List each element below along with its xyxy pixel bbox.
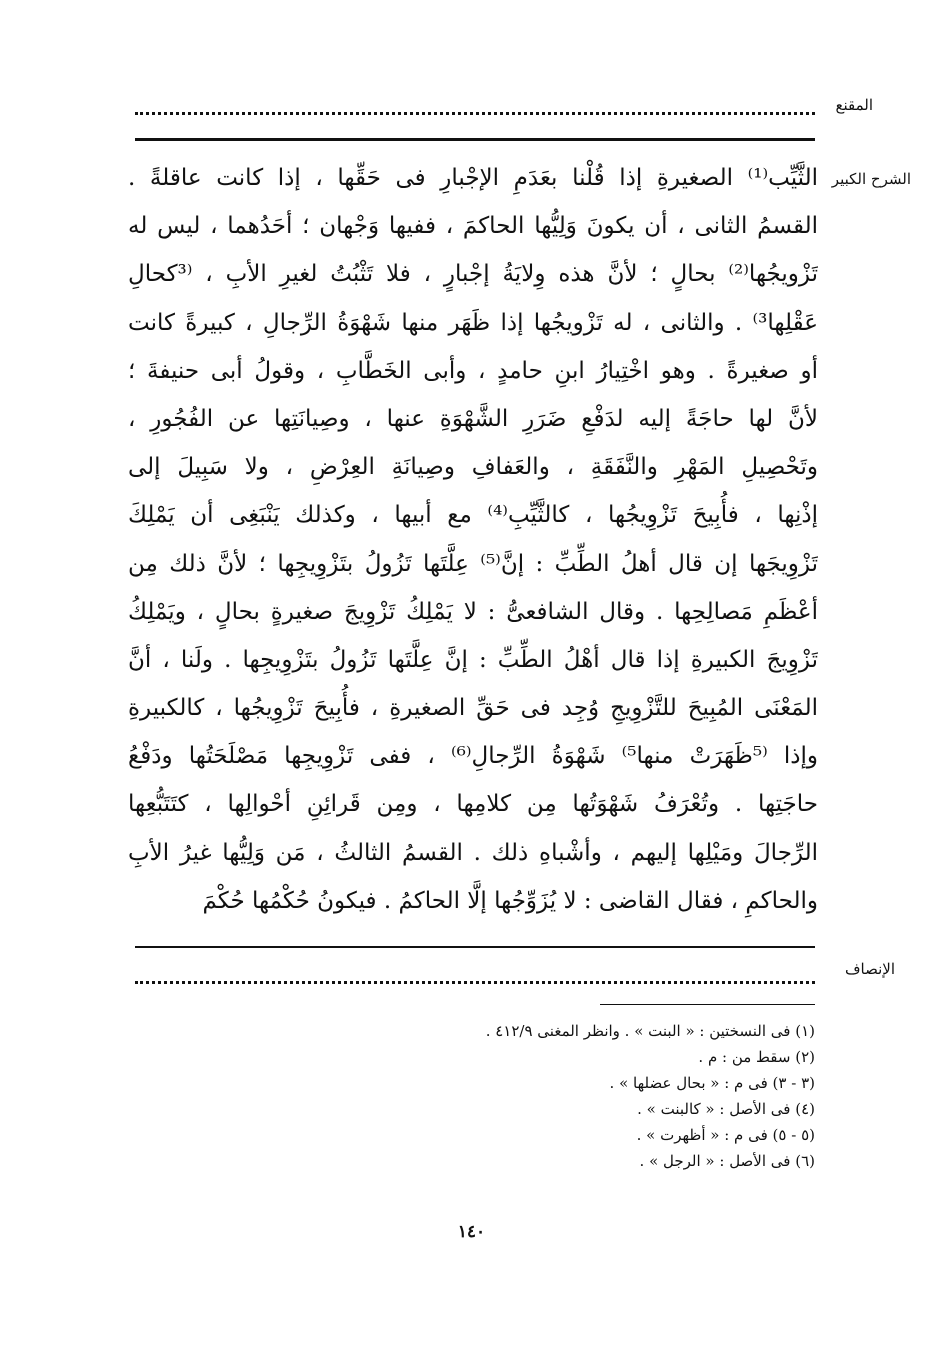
footnote-rule [600,1004,815,1005]
text-line: حاجَتِها . وتُعْرَفُ شَهْوَتُها مِن كلامِها ، ومِن قَرائِنِ أحْوالِها ، كتَتَبُّعِها [128,791,818,818]
text-line: إذْنِها ، فأُبِيحَ تَزْوِيجُها ، كالثَّيِّبِ⁽⁴⁾ مع أبيها ، وكذلك يَنْبَغِى أن يَمْلِكَ [128,502,818,529]
footnote: (٤) فى الأصل : « كالبنت » . [637,1100,815,1118]
text-line: لأنَّ لها حاجَةً إليه لدَفْعِ ضَرَرِ الشَّهْوَةِ عنها ، وصِيانَتِها عن الفُجُورِ ، [128,405,818,432]
footnote: (٦) فى الأصل : « الرجل » . [639,1152,815,1170]
insaf-header-label: الإنصاف [844,960,895,978]
muqni-dotted-line [135,112,815,115]
text-line: عَقْلِها³⁾ . والثانى ، له تَزْويجُها إذا ظَهَر منها شَهْوَةُ الرِّجالِ ، كبيرةً كانت [128,309,818,336]
text-line: تَزْويجُها⁽²⁾ بحالٍ ؛ لأنَّ هذه وِلايَةُ إجْبارٍ ، فلا تَثْبُتُ لغيرِ الأبِ ، ⁽³كحالِ [128,261,818,288]
text-line: القسمُ الثانى ، أن يكونَ وَلِيُّها الحاكمَ ، ففيها وَجْهان ؛ أحَدُهما ، ليس له [128,213,818,240]
text-line: أعْظَمِ مَصالِحِها . وقال الشافعىُّ : لا يَمْلِكُ تَزْوِيجَ صغيرةٍ بحالٍ ، ويَمْلِكُ [128,598,818,625]
footnote: (١) فى النسختين : « البنت » . وانظر المغنى ٤١٢/٩ . [485,1022,815,1040]
insaf-dotted-line [135,981,815,984]
text-line: أو صغيرةً . وهو اخْتِيارُ ابنِ حامدٍ ، وأبى الخَطَّابِ ، وقولُ أبى حنيفةَ ؛ [128,357,818,384]
footnotes [295,1018,815,1174]
muqni-header-label: المقنع [835,96,873,114]
footnote: (٢) سقط من : م . [698,1048,815,1066]
text-line: الرِّجالَ ومَيْلِها إليهم ، وأشْباهِ ذلك . القسمُ الثالثُ ، مَن وَلِيُّها غيرُ الأبِ [128,839,818,866]
footnote: (٥ - ٥) فى م : « أظهرت » . [636,1126,815,1144]
text-line: تَزْوِيجَ الكبيرةِ إذا قال أهْلُ الطِّبِّ : إنَّ عِلَّتَها تَزُولُ بتَزْوِيجِها . ولَنا ، أنَّ [128,646,818,673]
text-line: المَعْنَى المُبِيحَ للتَّزْوِيجِ وُجِد فى حَقِّ الصغيرةِ ، فأُبِيحَ تَزْوِيجُها ، كالكبيرةِ [128,695,818,722]
page-number: ١٤٠ [457,1222,486,1242]
text-line: وتَحْصِيلِ المَهْرِ والنَّفَقَةِ ، والعَفافِ وصِيانَةِ العِرْضِ ، ولا سَبِيلَ إلى [128,454,818,481]
top-rule [135,138,815,141]
text-line: الثَّيِّب⁽¹⁾ الصغيرةِ إذا قُلْنا بعَدَمِ الإجْبارِ فى حَقِّها ، إذا كانت عاقلةً . [128,165,818,191]
footnote: (٣ - ٣) فى م : « بحال عضلها » . [609,1074,815,1092]
commentary-text [128,154,818,925]
bottom-rule [135,946,815,948]
sharh-header-label: الشرح الكبير [831,170,911,188]
text-line: وإذا ⁽⁵ظَهَرَتْ منها⁵⁾ شَهْوَةُ الرِّجالِ⁽⁶⁾ ، ففى تَزْوِيجِها مَصْلَحَتُها ودَفْعُ [128,743,818,770]
text-line: والحاكمِ ، فقال القاضى : لا يُزَوِّجُها إلَّا الحاكمُ . فيكونُ حُكْمُها حُكْمَ [202,887,818,914]
text-line: تَزْوِيجَها إن قال أهلُ الطِّبِّ : إنَّ⁽⁵⁾ عِلَّتَها تَزُولُ بتَزْوِيجِها ؛ لأنَّ ذلك مِن [128,550,818,577]
